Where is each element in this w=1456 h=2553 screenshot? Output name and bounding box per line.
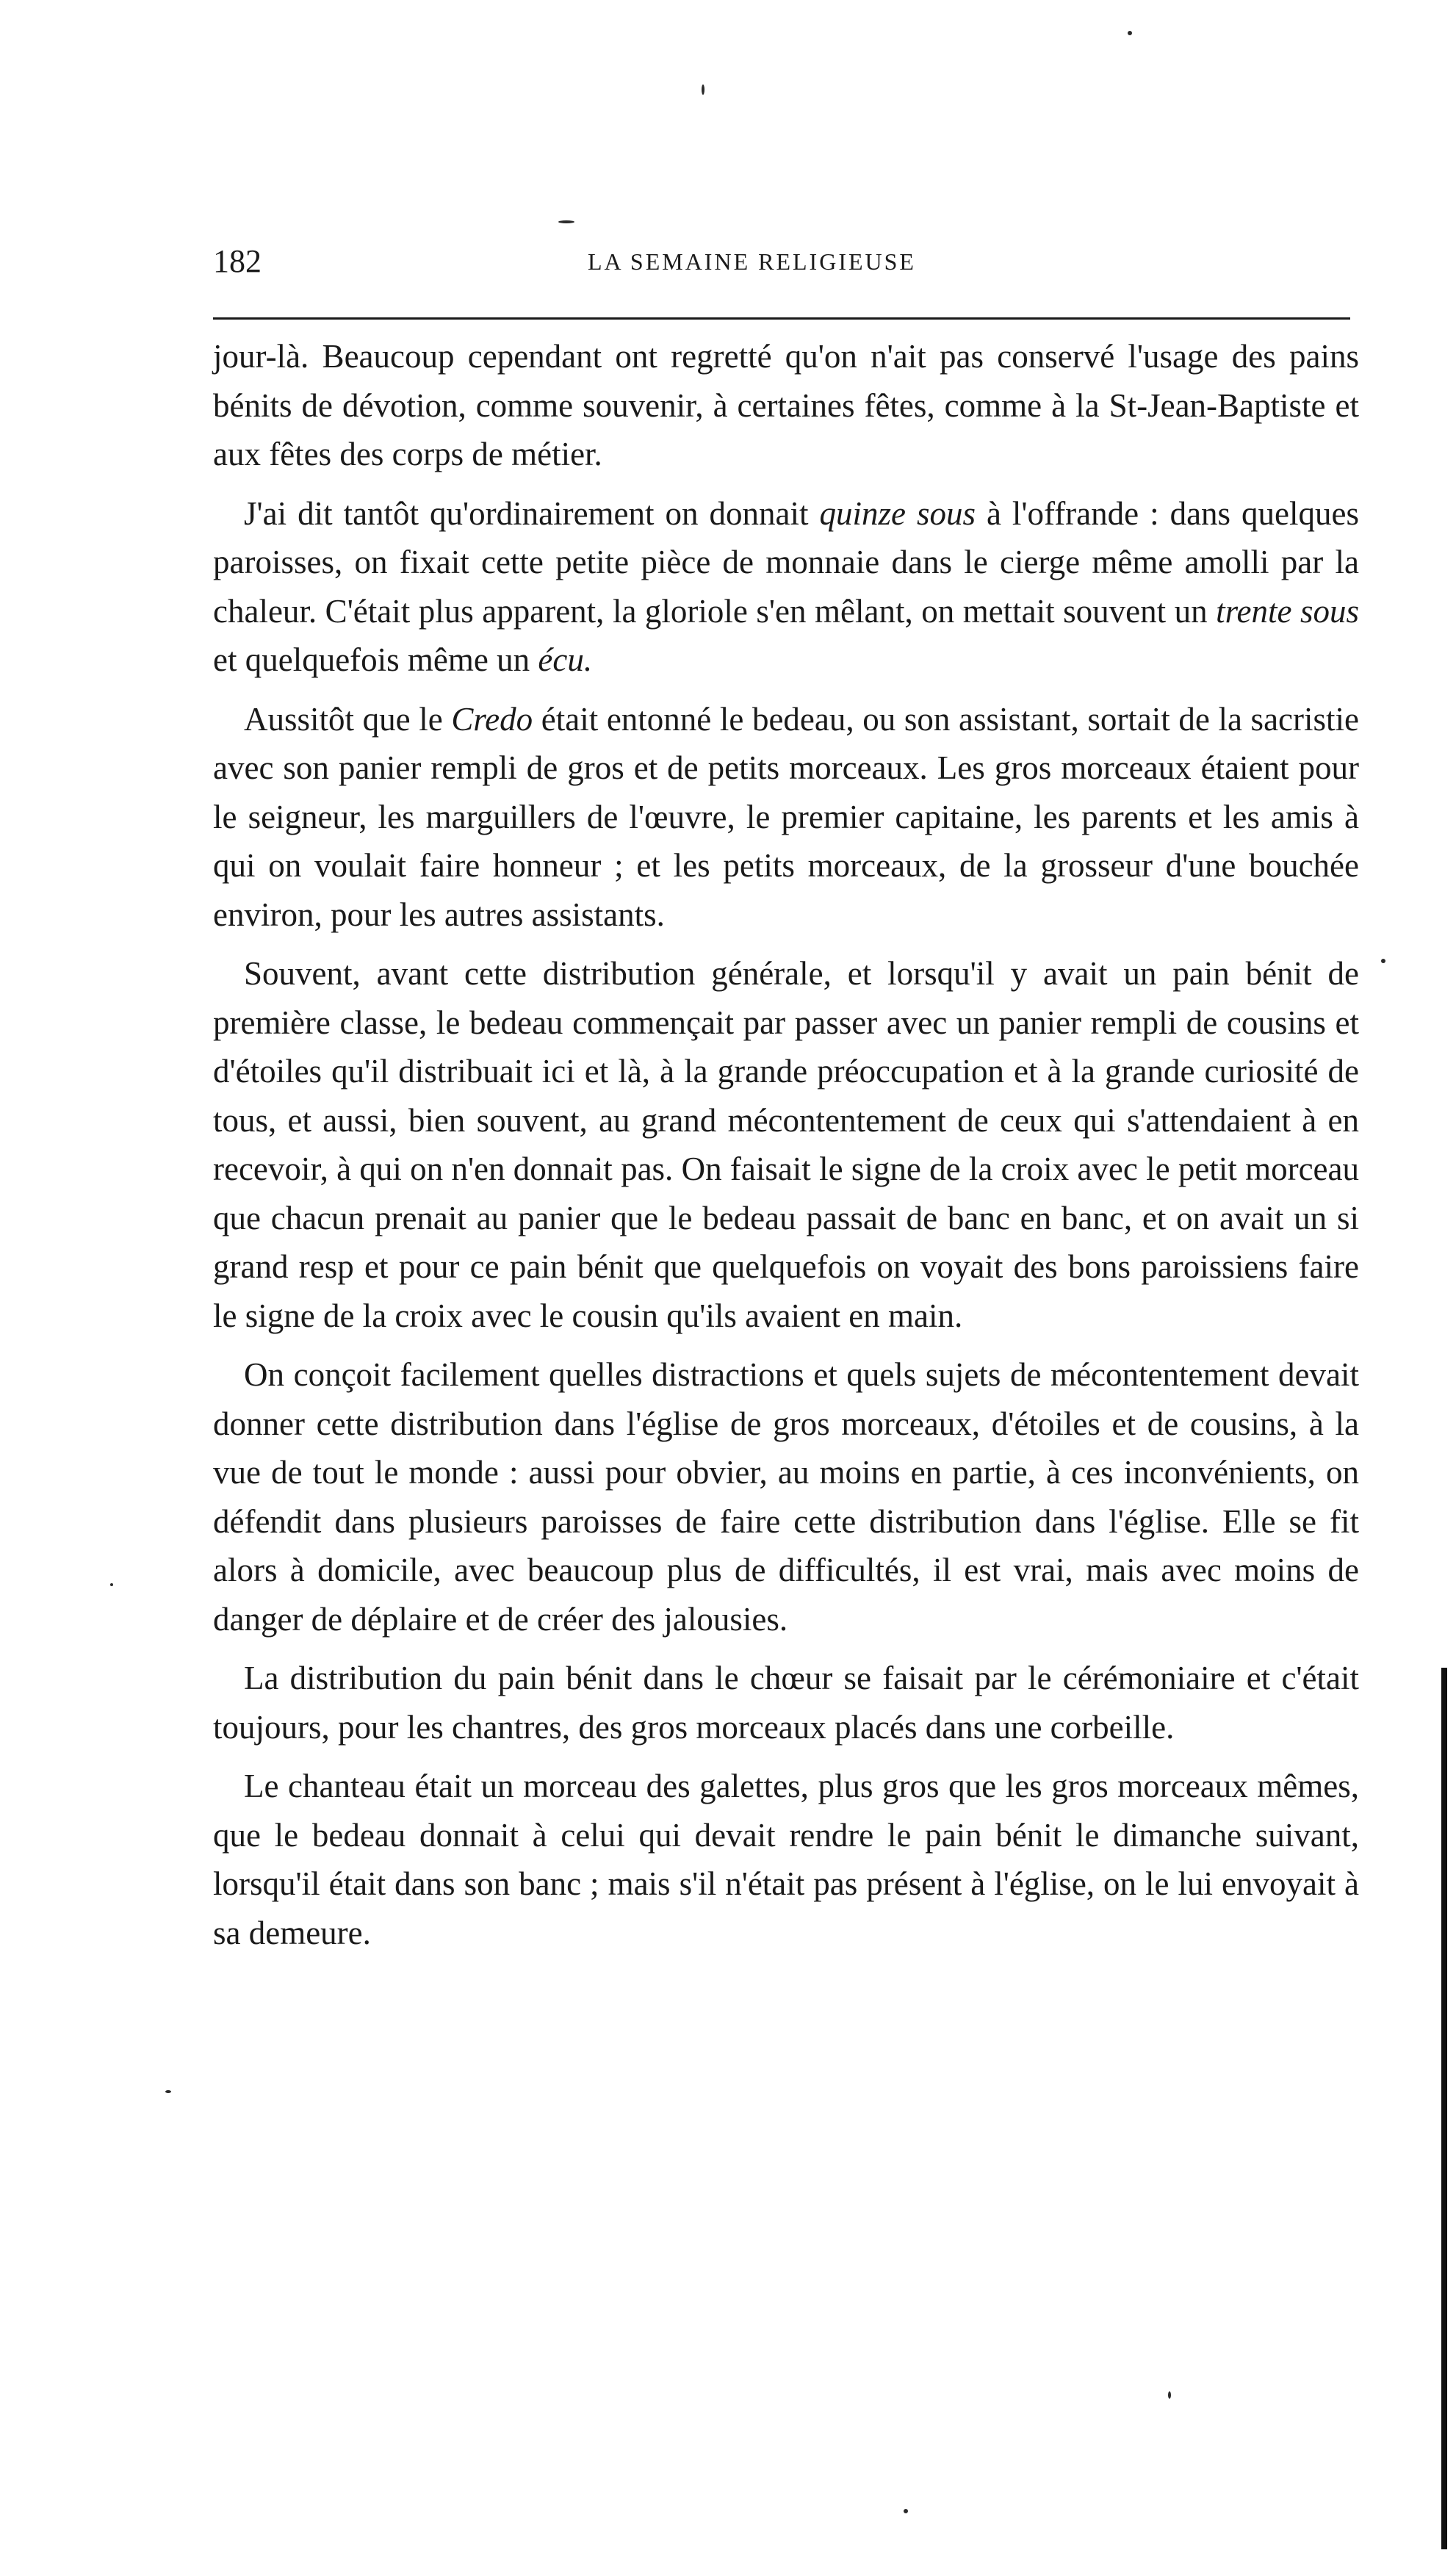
paragraph	[213, 949, 1359, 1340]
italic-phrase: Credo	[451, 700, 533, 738]
scan-edge-shadow	[1441, 1668, 1447, 2549]
running-title: LA SEMAINE RELIGIEUSE	[588, 248, 916, 275]
paragraph	[213, 489, 1359, 685]
text-segment: Aussitôt que le	[244, 700, 452, 738]
scan-speck	[110, 1583, 113, 1586]
italic-phrase: quinze sous	[819, 494, 976, 532]
page-header	[213, 242, 1359, 294]
scan-speck	[904, 2509, 908, 2513]
scan-speck	[1381, 959, 1385, 963]
text-segment: Le chanteau était un morceau des galettes, plus gros que les gros morceaux mêmes, que le bedeau donnait à celui qui devait rendre le pain bénit le dimanche suivant, lorsqu'il était dans son banc ; mais s'il n'était pas présent à l'église, on le lui envoyait à sa demeure.	[213, 1768, 1359, 1951]
text-segment: était entonné le bedeau, ou son assistant, sortait de la sacristie avec son panier rempli de gros et de petits morceaux. Les gros morceaux étaient pour le seigneur, les marguillers de l'œuvre, le premier capitaine, les parents et les amis à qui on voulait faire honneur ; et les petits morceaux, de la grosseur d'une bouchée environ, pour les autres assistants.	[213, 700, 1359, 933]
scan-speck	[558, 220, 574, 223]
text-segment: et quelquefois même un	[213, 641, 538, 678]
text-segment: On conçoit facilement quelles distractions et quels sujets de mécontentement devait donner cette distribution dans l'église de gros morceaux, d'étoiles et de cousins, à la vue de tout le monde : aussi pour obvier, au moins en partie, à ces inconvénients, on défendit dans plusieurs paroisses de faire cette distribution dans l'église. Elle se fit alors à domicile, avec beaucoup plus de difficultés, il est vrai, mais avec moins de danger de déplaire et de créer des jalousies.	[213, 1356, 1359, 1638]
paragraph	[213, 695, 1359, 940]
paragraph	[213, 1350, 1359, 1643]
italic-phrase: écu.	[538, 641, 593, 678]
paragraph	[213, 1762, 1359, 1957]
text-segment: La distribution du pain bénit dans le chœur se faisait par le cérémoniaire et c'était toujours, pour les chantres, des gros morceaux placés dans une corbeille.	[213, 1660, 1359, 1746]
paragraph	[213, 1654, 1359, 1751]
page-number: 182	[213, 243, 262, 279]
text-segment: à l'offrande : dans quelques paroisses, on fixait cette petite pièce de monnaie dans le cierge même amolli par la chaleur. C'était plus apparent, la gloriole s'en mêlant, on mettait souvent un	[213, 494, 1359, 630]
scan-speck	[702, 84, 704, 95]
scan-speck	[1128, 31, 1132, 35]
paragraph	[213, 332, 1359, 479]
scan-speck	[1168, 2391, 1171, 2399]
scan-speck	[165, 2090, 171, 2093]
text-segment: J'ai dit tantôt qu'ordinairement on donnait	[244, 494, 820, 532]
header-rule	[213, 317, 1350, 320]
body-text	[213, 332, 1359, 1967]
italic-phrase: trente sous	[1216, 592, 1359, 630]
text-segment: Souvent, avant cette distribution générale, et lorsqu'il y avait un pain bénit de première classe, le bedeau commençait par passer avec un panier rempli de cousins et d'étoiles qu'il distribuait ici et là, à la grande préoccupation et à la grande curiosité de tous, et aussi, bien souvent, au grand mécontentement de ceux qui s'attendaient à en recevoir, à qui on n'en donnait pas. On faisait le signe de la croix avec le petit morceau que chacun prenait au panier que le bedeau passait de banc en banc, et on avait un si grand resp et pour ce pain bénit que quelquefois on voyait des bons paroissiens faire le signe de la croix avec le cousin qu'ils avaient en main.	[213, 955, 1359, 1334]
text-segment: jour-là. Beaucoup cependant ont regretté qu'on n'ait pas conservé l'usage des pains bénits de dévotion, comme souvenir, à certaines fêtes, comme à la St-Jean-Baptiste et aux fêtes des corps de métier.	[213, 338, 1359, 472]
